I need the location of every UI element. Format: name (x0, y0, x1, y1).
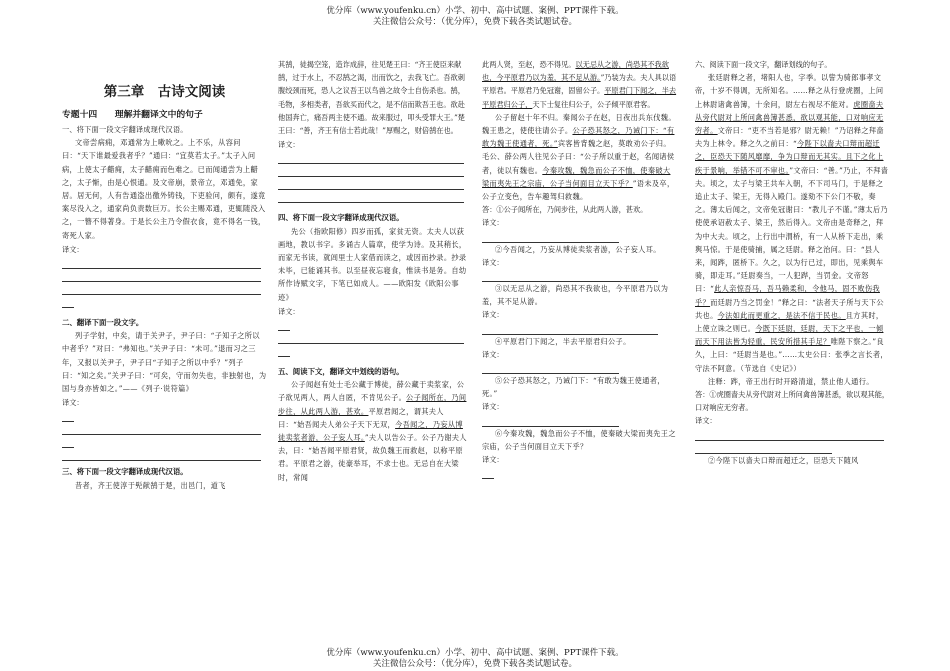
passage-text: 宾客皆背魏之赵，莫敢劝公子归。毛公、薛公两人往见公子曰：“公子所以重于赵，名闻诸侯者，徒以有魏也。 (482, 139, 675, 175)
answer-line (62, 422, 261, 435)
answer-line (278, 177, 464, 190)
underlined-sentence-3: 以无忌从之游，尚恐其不我欲也，今平原君乃以为羞，其不足从游。 (482, 60, 669, 83)
answer-1: 答：①公子闻所在，乃间步往，从此两人游，甚欢。 (482, 205, 648, 215)
question-3-title: 三、将下面一段文字翻译成现代汉语。 (62, 467, 188, 477)
answer-line (482, 466, 494, 479)
passage-text: 天下士复往归公子，公子倾平原君客。 (532, 99, 655, 109)
answer-label: 译文： (62, 244, 84, 254)
passage-text: 文帝曰：“吏不当若是邪？尉无赖！”乃诏释之拜啬夫为上林令。释之久之前曰：“ (695, 126, 884, 149)
answer-line (695, 441, 832, 454)
answer-label: 译文： (695, 416, 717, 426)
answer-label: 译文： (62, 398, 84, 408)
answer-3: ③以无忌从之游，尚恐其不我欲也，今平原君乃以为羞，其不足从游。 (482, 284, 669, 307)
footer-line-2: 关注微信公众号：（优分库），免费下载各类试题试卷。 (372, 659, 577, 669)
answer-line (278, 151, 464, 164)
annotation-note: 注释：跸，帝王出行时开路清道，禁止他人通行。 (707, 376, 874, 386)
answer-2: ②今吾闻之，乃妄从博徒卖浆者游，公子妄人耳。 (494, 244, 661, 254)
column-4 (695, 58, 890, 643)
underlined-sentence-5: 今既下廷尉，廷尉，天下之平也，一倾而天下用法皆为轻重，民安所措其手足？ (695, 324, 884, 347)
question-1-instruction: 一、将下面一段文字翻译成现代汉语。 (62, 125, 188, 134)
answer-line (278, 318, 290, 331)
question-6-passage (695, 71, 890, 375)
question-5-passage-continued (482, 58, 677, 111)
answer-label: 译文： (482, 455, 504, 465)
passage-text: ”乃装为去。夫人具以语平原君。平原君乃免冠谢，固留公子。 (482, 73, 677, 96)
answer-line (62, 269, 261, 282)
answer-label: 译文： (482, 218, 504, 228)
question-2-title: 二、翻译下面一段文字。 (62, 318, 144, 328)
answer-line (278, 164, 464, 177)
question-2-passage: 列子学射，中矣，请于关尹子，尹子曰：“子知子之所以中者乎？”对曰：“弗知也。”关尹子曰：“未可。”退而习之三年，又报以关尹子，尹子曰“子知子之所以中乎？”列子曰：“知之矣。”关尹子曰：“可矣，守而勿失也，非独射也，为国与身亦皆如之。”——《列子·说符篇》 (62, 331, 267, 394)
answer-line (482, 361, 619, 374)
underlined-sentence-5: 公子恐其怒之，乃诫门下：“有敢为魏王使通者，死。” (482, 126, 675, 149)
answer-2: ②今陛下以啬夫口辩而超迁之，臣恐天下随风 (707, 455, 859, 465)
passage-text: 唯陛下察之。”良久，上曰：“廷尉当是也。”……太史公曰：张季之言长者，守法不阿意。（节选自《史记》） (695, 337, 888, 373)
answer-label: 译文： (482, 349, 504, 359)
question-5-passage (278, 378, 470, 484)
answer-label: 译文： (482, 257, 504, 267)
underlined-sentence-1: 虎圈啬夫从旁代尉对上所问禽兽簿甚悉，欲以观其能，口对响应无穷者。 (695, 99, 884, 136)
answer-label: 译文： (278, 140, 300, 150)
question-3-passage-continued: 其鹄，徒揭空笼，造诈成辞，往见楚王曰：“齐王使臣来献鹄，过于水上，不忍鹄之渴，出而饮之，去我飞亡。吾欲刺腹绞颈而死，恐人之议吾王以鸟兽之故令士自伤杀也。鹄，毛物，多相类者，吾欲买而代之，是不信而欺吾王也。欲赴他国奔亡，痛吾两主使不通。故来服过，叩头受罪大王。”楚王曰：“善，齐王有信士若此哉！”厚赐之，财倍鹄在也。 (278, 60, 465, 136)
underlined-sentence-3: 此人亲惊吾马，吾马赖柔和，令他马，固不败伤我乎？ (695, 284, 880, 307)
answer-line (278, 331, 464, 344)
answer-line (482, 322, 658, 335)
answer-1: 答：①虎圈啬夫从旁代尉对上所问禽兽簿甚悉，欲以观其能，口对响应无穷者。 (695, 390, 890, 413)
passage-text: 平原君闻之，谓其夫人曰：“始吾闻夫人弟公子天下无双， (278, 406, 444, 429)
underlined-sentence-2: 今陛下以啬夫口辩而超迁之，臣恐天下随风靡靡，争为口辩而无其实。且下之化上疾于景响，举错不可不审也。 (695, 139, 884, 175)
question-1-passage: 文帝尝病痈，邓通常为上嗽吮之。上不乐，从容问曰：“天下谁最爱我者乎？”通曰：“宜莫若太子。”太子入问病，上使太子齰痈，太子齰痈而色难之。已而闻通尝为上齰之，太子惭，由是心恨通。及文帝崩，景帝立，邓通免，家居。居无何，人有告通盗出徼外铸钱，下吏验问，颇有，遂竟案尽没入之，通家尚负责数巨万。长公主赐邓通，吏辄随没入之，一簪不得著身。于是长公主乃令假衣食，竟不得名一钱，寄死人家。 (62, 138, 266, 240)
page-header (0, 6, 950, 28)
answer-line (62, 435, 74, 448)
answer-line (62, 256, 261, 269)
answer-line (62, 282, 261, 295)
question-3-passage: 昔者，齐王使淳于髡献鹄于楚，出邑门，道飞 (74, 480, 226, 490)
underlined-sentence-1: 公子闻所在，乃间步往，从此两人游，甚欢。 (278, 393, 467, 416)
question-4-passage: 先公（指欧阳修）四岁而孤，家贫无资。太夫人以荻画地，教以书字。多诵古人篇章，使学为诗。及其稍长，而家无书读，就闾里士人家借而读之，或因而抄录。抄录未毕，已能诵其书。以至昼夜忘寝食，惟读书是务。自幼所作诗赋文字，下笔已如成人。——欧阳发《欧阳公事迹》 (278, 226, 467, 302)
column-2 (278, 58, 470, 643)
passage-text: 此两人贤，至赵，恐不得见。 (482, 60, 576, 69)
answer-6: ⑥今秦攻魏，魏急而公子不恤，使秦破大梁而夷先王之宗庙，公子当何面目立天下乎？ (482, 428, 676, 451)
footer-line-1: 优分库（www.youfenku.cn）小学、初中、高中试题、案例、PPT课件下载。 (326, 648, 624, 658)
passage-text: ”文帝曰：“善。”乃止，不拜啬夫。顷之，太子与梁王共车入朝，不下司马门，于是释之追止太子、梁王，无得入殿门。遂劾不下公门不敬，奏之。薄太后闻之，文帝免冠谢曰：“教儿子不谨。”薄太后乃使使承诏赦太子、梁王，然后得入。文帝由是奇释之，拜为中大夫。顷之，上行出中渭桥，有一人从桥下走出，乘舆马惊。于是使骑捕，属之廷尉。释之治问。曰：“县人来，闻跸，匿桥下。久之，以为行已过，即出，见乘舆车骑，即走耳。”廷尉奏当，一人犯跸，当罚金。文帝怒曰：“ (695, 165, 889, 294)
answer-label: 译文： (482, 402, 504, 412)
answer-line (278, 344, 290, 357)
passage-text: 而廷尉乃当之罚金！”释之曰：“法者天子所与天下公共也。 (695, 297, 884, 320)
underlined-sentence-4: 平原君门下闻之，半去平原君归公子， (482, 86, 677, 109)
answer-5: ⑤公子恐其怒之，乃诫门下：“有敢为魏王使通者，死。” (482, 376, 665, 399)
question-5-title: 五、阅读下文，翻译文中划线的语句。 (278, 367, 404, 377)
underlined-sentence-2: 今吾闻之，乃妄从博徒卖浆者游，公子妄人耳。 (278, 419, 463, 443)
answer-line (695, 428, 884, 441)
header-line-1: 优分库（www.youfenku.cn）小学、初中、高中试题、案例、PPT课件下载。 (326, 6, 624, 16)
answer-line (62, 448, 261, 461)
passage-text: 公子闻赵有处士毛公藏于博徒，薛公藏于卖浆家，公子欲见两人，两人自匿，不肯见公子。 (278, 380, 465, 403)
passage-text: ”夫人以告公子。公子乃谢夫人去，曰：“始吾闻平原君贤，故负魏王而救赵，以称平原君。平原君之游，徒豪举耳，不求士也。无忌自在大梁时，常闻 (278, 433, 467, 482)
answer-line (278, 190, 464, 203)
question-6-title: 六、阅读下面一段文字，翻译划线的句子。 (695, 60, 832, 69)
answer-label: 译文： (482, 310, 504, 320)
answer-line (482, 269, 658, 282)
underlined-sentence-4: 今法如此而更重之，是法不信于民也。 (717, 310, 846, 320)
answer-label: 译文： (278, 306, 300, 316)
topic-title: 专题十四 理解并翻译文中的句子 (62, 110, 203, 120)
answer-line (62, 409, 74, 422)
passage-text: 张廷尉释之者，堵阳人也，字季。以訾为骑郎事孝文帝，十岁不得调，无所知名。……释之从行登虎圈，上问上林尉诸禽兽簿，十余问，尉左右视尽不能对。 (695, 73, 884, 109)
question-5-passage-paragraph-2 (482, 111, 677, 203)
passage-text: 且方其时，上使立诛之则已。 (695, 310, 884, 334)
passage-text: 公子留赵十年不归。秦闻公子在赵，日夜出兵东伐魏。魏王患之，使使往请公子。 (482, 112, 676, 136)
underlined-sentence-6: 今秦攻魏，魏急而公子不恤，使秦破大梁而夷先王之宗庙，公子当何面目立天下乎？ (482, 165, 671, 188)
column-1 (62, 58, 267, 643)
answer-line (482, 414, 619, 427)
header-line-2: 关注微信公众号：（优分库），免费下载各类试题试卷。 (372, 17, 577, 27)
chapter-title: 第三章 古诗文阅读 (103, 84, 226, 100)
answer-line (62, 295, 74, 308)
column-3 (482, 58, 677, 643)
passage-text: ”语未及卒，公子立变色，告车趣驾归救魏。 (482, 178, 675, 202)
page-footer (0, 648, 950, 670)
answer-line (482, 230, 619, 243)
answer-4: ④平原君门下闻之，半去平原君归公子。 (494, 336, 631, 346)
question-4-title: 四、将下面一段文字翻译成现代汉语。 (278, 213, 404, 223)
